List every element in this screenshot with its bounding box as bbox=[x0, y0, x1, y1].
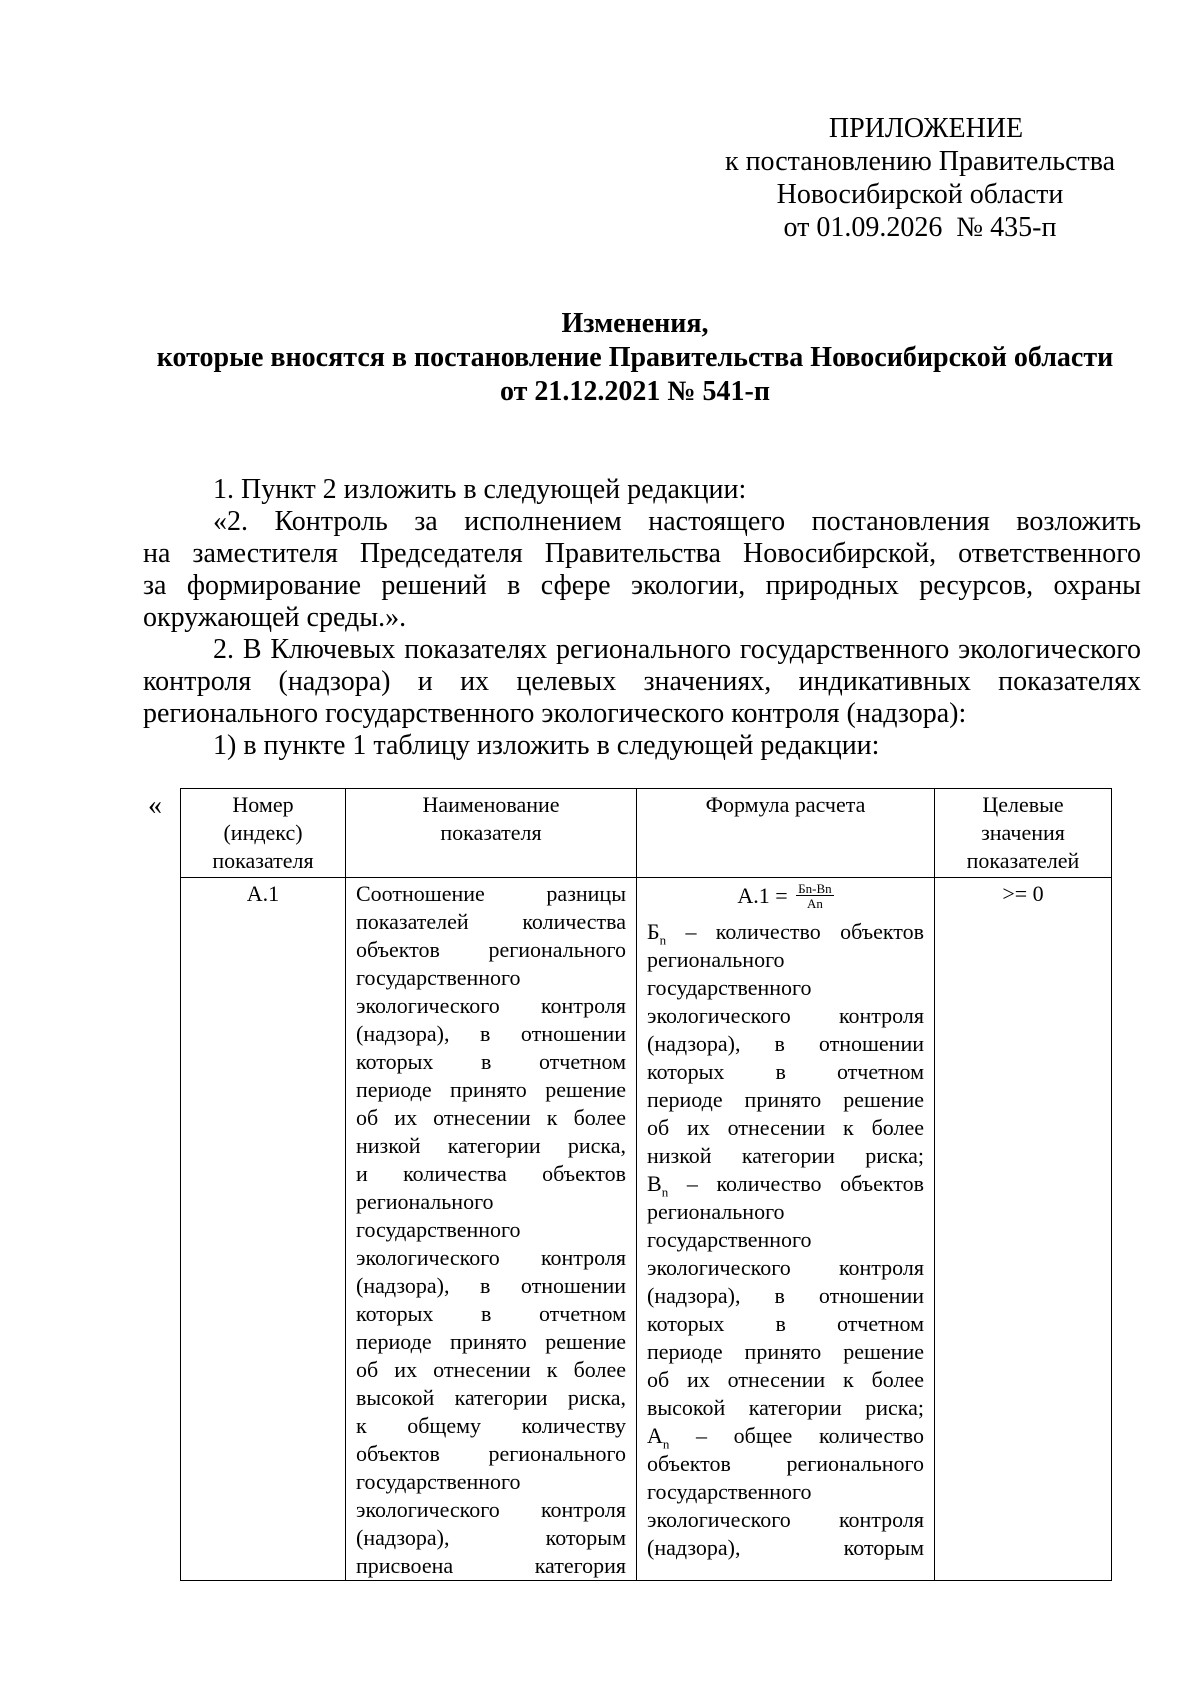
cell-text-line: к общему количеству bbox=[356, 1413, 626, 1438]
cell-text-line: экологического контроля bbox=[647, 1003, 924, 1028]
formula-lhs: А.1 = bbox=[737, 882, 788, 908]
header-target bbox=[935, 789, 1112, 878]
document-heading bbox=[140, 307, 1130, 409]
cell-text-line: показателей количества bbox=[356, 909, 626, 934]
cell-text-line: (надзора), в отношении bbox=[356, 1021, 626, 1046]
cell-text-line: государственного bbox=[356, 1469, 521, 1494]
header-index-line: Номер bbox=[232, 792, 294, 817]
appendix-header bbox=[700, 112, 1140, 244]
cell-text-line: $В_n$ – количество объектов bbox=[647, 1171, 924, 1200]
heading-line-3: от 21.12.2021 № 541-п bbox=[500, 376, 770, 407]
appendix-date: от 01.09.2026 bbox=[783, 212, 943, 243]
header-target-line: Целевые bbox=[982, 792, 1064, 817]
cell-text-line: $А_n$ – общее количество bbox=[647, 1423, 924, 1452]
header-index-line: (индекс) bbox=[223, 820, 303, 845]
cell-text-line: периоде принято решение bbox=[356, 1077, 626, 1102]
cell-text-line: регионального bbox=[647, 947, 785, 972]
appendix-title: ПРИЛОЖЕНИЕ bbox=[828, 113, 1024, 144]
cell-text-line: низкой категории риска, bbox=[356, 1133, 626, 1158]
cell-text-line: об их отнесении к более bbox=[356, 1105, 626, 1130]
cell-text-line: экологического контроля bbox=[647, 1255, 924, 1280]
cell-text-line: государственного bbox=[647, 975, 812, 1000]
cell-text-line: экологического контроля bbox=[647, 1507, 924, 1532]
paragraph-2 bbox=[143, 506, 1141, 634]
cell-text-line: регионального bbox=[356, 1189, 494, 1214]
cell-text-line: которых в отчетном bbox=[647, 1311, 924, 1336]
appendix-number: № 435-п bbox=[956, 212, 1057, 243]
cell-text-line: экологического контроля bbox=[356, 1497, 626, 1522]
paragraph-3-line-1: 2. В Ключевых показателях регионального государственного экологического bbox=[213, 634, 1141, 665]
cell-text-line: периоде принято решение bbox=[647, 1339, 924, 1364]
cell-target: >= 0 bbox=[935, 878, 1112, 1581]
cell-text-line: об их отнесении к более bbox=[356, 1357, 626, 1382]
appendix-date-line bbox=[700, 211, 1140, 244]
heading-line-2: которые вносятся в постановление Правительства Новосибирской области bbox=[156, 342, 1114, 373]
appendix-line-1: к постановлению Правительства bbox=[724, 146, 1116, 177]
paragraph-3 bbox=[143, 634, 1141, 730]
cell-text-line: периоде принято решение bbox=[356, 1329, 626, 1354]
cell-text-line: $Б_n$ – количество объектов bbox=[647, 919, 924, 948]
cell-text-line: периоде принято решение bbox=[647, 1087, 924, 1112]
formula-denominator: Аn bbox=[806, 895, 823, 911]
formula bbox=[647, 880, 924, 916]
table-row bbox=[181, 878, 1112, 1581]
header-target-line: значения bbox=[981, 820, 1065, 845]
cell-text-line: об их отнесении к более bbox=[647, 1367, 924, 1392]
cell-text-line: (надзора), которым bbox=[647, 1535, 924, 1560]
cell-text-line: государственного bbox=[356, 1217, 521, 1242]
cell-text-line: об их отнесении к более bbox=[647, 1115, 924, 1140]
header-name-line: Наименование bbox=[422, 792, 560, 817]
paragraph-2-line-2: на заместителя Председателя Правительства Новосибирской, ответственного bbox=[143, 538, 1141, 569]
cell-text-line: которых в отчетном bbox=[647, 1059, 924, 1084]
cell-text-line: и количества объектов bbox=[356, 1161, 626, 1186]
header-index-line: показателя bbox=[212, 848, 314, 873]
cell-text-line: высокой категории риска; bbox=[647, 1395, 924, 1420]
cell-text-line: Соотношение разницы bbox=[356, 881, 626, 906]
formula-description bbox=[647, 918, 924, 1562]
paragraph-3-line-3: регионального государственного экологического контроля (надзора): bbox=[143, 698, 967, 729]
paragraph-2-line-1: «2. Контроль за исполнением настоящего постановления возложить bbox=[213, 506, 1141, 537]
cell-text-line: (надзора), которым bbox=[356, 1525, 626, 1550]
header-name-line: показателя bbox=[440, 820, 542, 845]
cell-text-line: экологического контроля bbox=[356, 993, 626, 1018]
appendix-line-2: Новосибирской области bbox=[776, 179, 1064, 210]
cell-text-line: которых в отчетном bbox=[356, 1049, 626, 1074]
indicators-table bbox=[180, 788, 1112, 1581]
paragraph-2-line-4: окружающей среды.». bbox=[143, 602, 407, 633]
formula-fraction bbox=[796, 882, 833, 910]
cell-text-line: объектов регионального bbox=[356, 937, 626, 962]
cell-text-line: экологического контроля bbox=[356, 1245, 626, 1270]
cell-text-line: государственного bbox=[647, 1479, 812, 1504]
cell-text-line: которых в отчетном bbox=[356, 1301, 626, 1326]
header-formula bbox=[637, 789, 935, 878]
paragraph-1 bbox=[143, 474, 1141, 506]
paragraph-4 bbox=[143, 730, 1141, 762]
paragraph-4-text: 1) в пункте 1 таблицу изложить в следующей редакции: bbox=[213, 730, 880, 761]
cell-text-line: (надзора), в отношении bbox=[647, 1283, 924, 1308]
cell-index: А.1 bbox=[181, 878, 346, 1581]
cell-text-line: высокой категории риска, bbox=[356, 1385, 626, 1410]
paragraph-1-text: 1. Пункт 2 изложить в следующей редакции: bbox=[213, 474, 747, 505]
cell-text-line: государственного bbox=[356, 965, 521, 990]
cell-text-line: низкой категории риска; bbox=[647, 1143, 924, 1168]
cell-text-line: присвоена категория bbox=[356, 1553, 626, 1578]
table-open-quote: « bbox=[148, 790, 162, 821]
cell-text-line: объектов регионального bbox=[647, 1451, 924, 1476]
cell-text-line: регионального bbox=[647, 1199, 785, 1224]
paragraph-2-line-3: за формирование решений в сфере экологии, природных ресурсов, охраны bbox=[143, 570, 1141, 601]
heading-line-1: Изменения, bbox=[561, 308, 709, 339]
cell-text-line: (надзора), в отношении bbox=[647, 1031, 924, 1056]
cell-text-line: государственного bbox=[647, 1227, 812, 1252]
table-header-row bbox=[181, 789, 1112, 878]
header-formula-line: Формула расчета bbox=[705, 792, 866, 817]
cell-text-line: (надзора), в отношении bbox=[356, 1273, 626, 1298]
header-name bbox=[346, 789, 637, 878]
cell-text-line: объектов регионального bbox=[356, 1441, 626, 1466]
document-body bbox=[143, 474, 1141, 762]
header-index bbox=[181, 789, 346, 878]
formula-numerator: Бn-Вn bbox=[798, 880, 832, 896]
header-target-line: показателей bbox=[966, 848, 1080, 873]
paragraph-3-line-2: контроля (надзора) и их целевых значениях, индикативных показателях bbox=[143, 666, 1141, 697]
cell-name bbox=[346, 878, 637, 1581]
cell-formula bbox=[637, 878, 935, 1581]
